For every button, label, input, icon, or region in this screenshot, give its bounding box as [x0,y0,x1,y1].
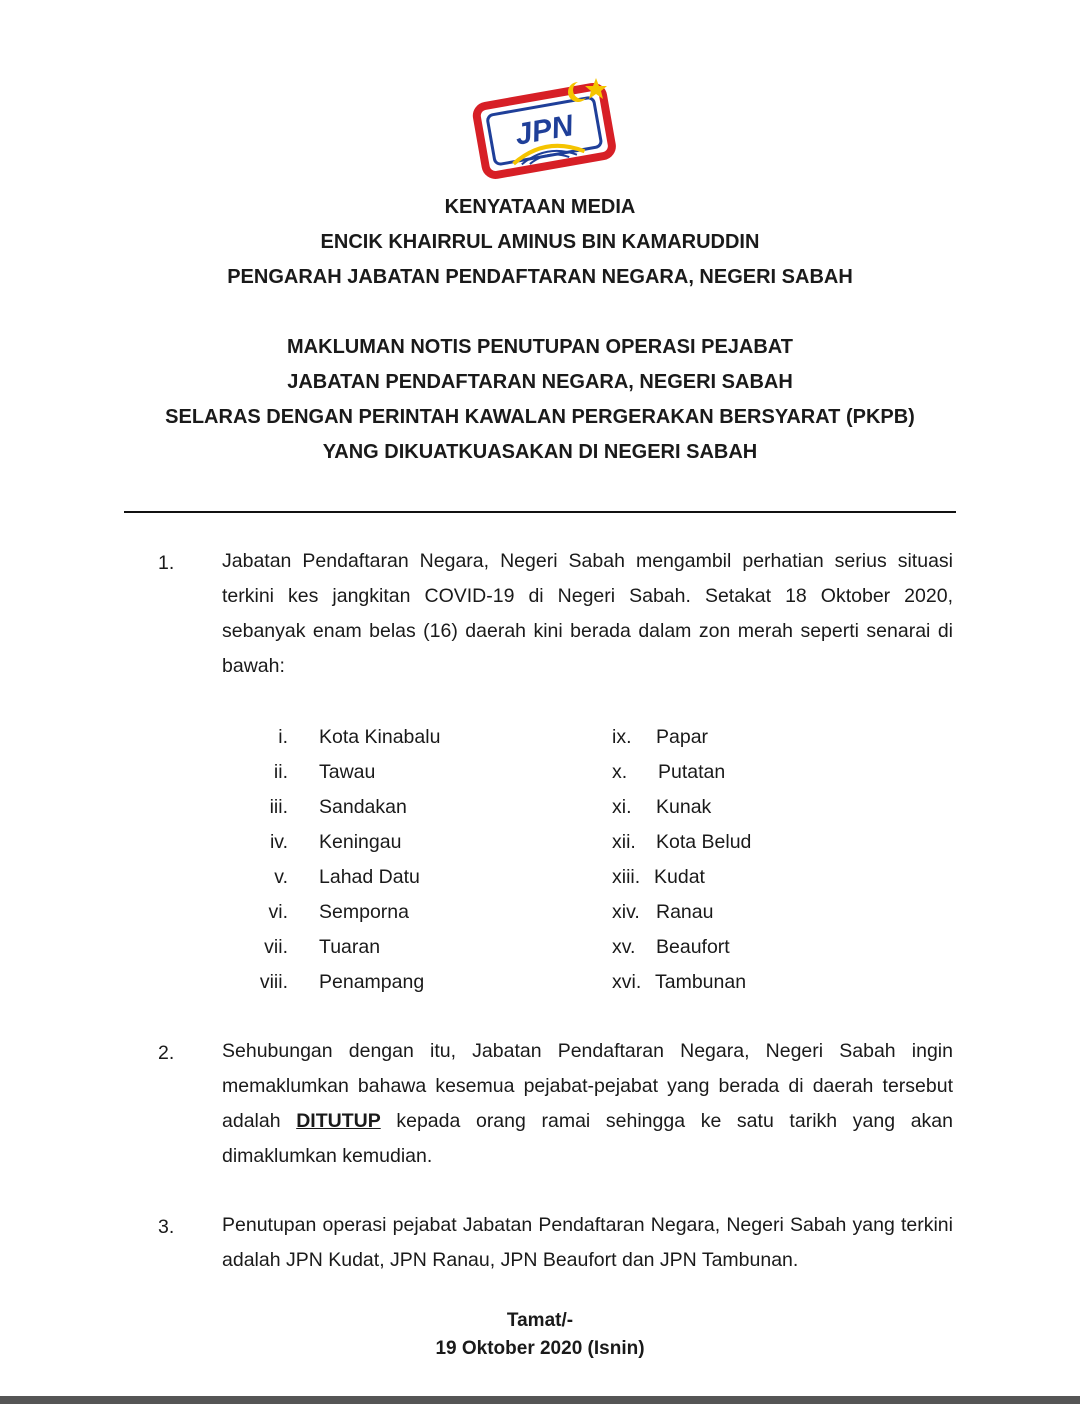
paragraph-1-text: Jabatan Pendaftaran Negara, Negeri Sabah mengambil perhatian serius situasi terkini kes jangkitan COVID-19 di Negeri Sabah. Setakat 18 Oktober 2020, sebanyak enam belas (16) daerah kini berada dalam zon merah seperti senarai di bawah: [222,550,953,677]
district-num: xvi. [612,971,642,993]
district-num: iii. [269,796,288,818]
district-num: vi. [268,901,288,923]
district-num: viii. [259,971,288,993]
district-name: Keningau [319,831,402,853]
paragraph-3-number: 3. [158,1216,175,1238]
district-num: xiv. [612,901,640,923]
district-name: Tambunan [655,971,747,993]
district-name: Semporna [319,901,409,923]
district-name: Sandakan [319,796,407,818]
paragraph-2-number: 2. [158,1042,175,1064]
district-name: Tuaran [319,936,381,958]
end-mark: Tamat/- [506,1310,574,1331]
district-name: Kota Belud [656,831,752,853]
paragraph-2-text [222,1034,953,1174]
header-line-1: KENYATAAN MEDIA [444,196,636,218]
title-line-2: JABATAN PENDAFTARAN NEGARA, NEGERI SABAH [287,371,793,393]
paragraph-1-number: 1. [158,552,175,574]
district-num: x. [612,761,628,783]
district-num: xi. [612,796,632,818]
bottom-bar [0,1396,1080,1404]
district-name: Beaufort [656,936,730,958]
district-num: ix. [612,726,632,748]
district-num: i. [278,726,288,748]
district-num: v. [274,866,288,888]
jpn-logo [468,76,620,182]
title-line-3: SELARAS DENGAN PERINTAH KAWALAN PERGERAKAN BERSYARAT (PKPB) [165,406,915,428]
paragraph-2-after: kepada orang ramai sehingga ke satu tarikh yang akan dimaklumkan kemudian. [222,1110,953,1167]
district-num: xiii. [612,866,641,888]
header-line-3: PENGARAH JABATAN PENDAFTARAN NEGARA, NEGERI SABAH [227,266,853,288]
district-num: vii. [264,936,288,958]
district-name: Lahad Datu [319,866,420,888]
district-num: xv. [612,936,636,958]
paragraph-3-text: Penutupan operasi pejabat Jabatan Pendaftaran Negara, Negeri Sabah yang terkini adalah JPN Kudat, JPN Ranau, JPN Beaufort dan JPN Tambunan. [222,1214,953,1271]
district-name: Penampang [319,971,425,993]
paragraph-2-before: Sehubungan dengan itu, Jabatan Pendaftaran Negara, Negeri Sabah ingin memaklumkan bahawa kesemua pejabat-pejabat yang berada di daerah tersebut adalah [222,1040,953,1132]
district-name: Kunak [656,796,712,818]
district-name: Kota Kinabalu [319,726,441,748]
closed-emphasis: DITUTUP [296,1110,381,1132]
district-name: Kudat [654,866,705,888]
district-num: xii. [612,831,636,853]
title-line-1: MAKLUMAN NOTIS PENUTUPAN OPERASI PEJABAT [287,336,793,358]
divider [124,511,956,513]
logo-text: JPN [512,109,576,152]
district-name: Papar [656,726,709,748]
district-num: iv. [269,831,288,853]
header-line-2: ENCIK KHAIRRUL AMINUS BIN KAMARUDDIN [320,231,760,253]
release-date: 19 Oktober 2020 (Isnin) [435,1338,645,1359]
title-line-4: YANG DIKUATKUASAKAN DI NEGERI SABAH [322,441,758,463]
district-name: Putatan [658,761,726,783]
district-name: Ranau [656,901,714,923]
district-name: Tawau [319,761,376,783]
district-num: ii. [273,761,288,783]
